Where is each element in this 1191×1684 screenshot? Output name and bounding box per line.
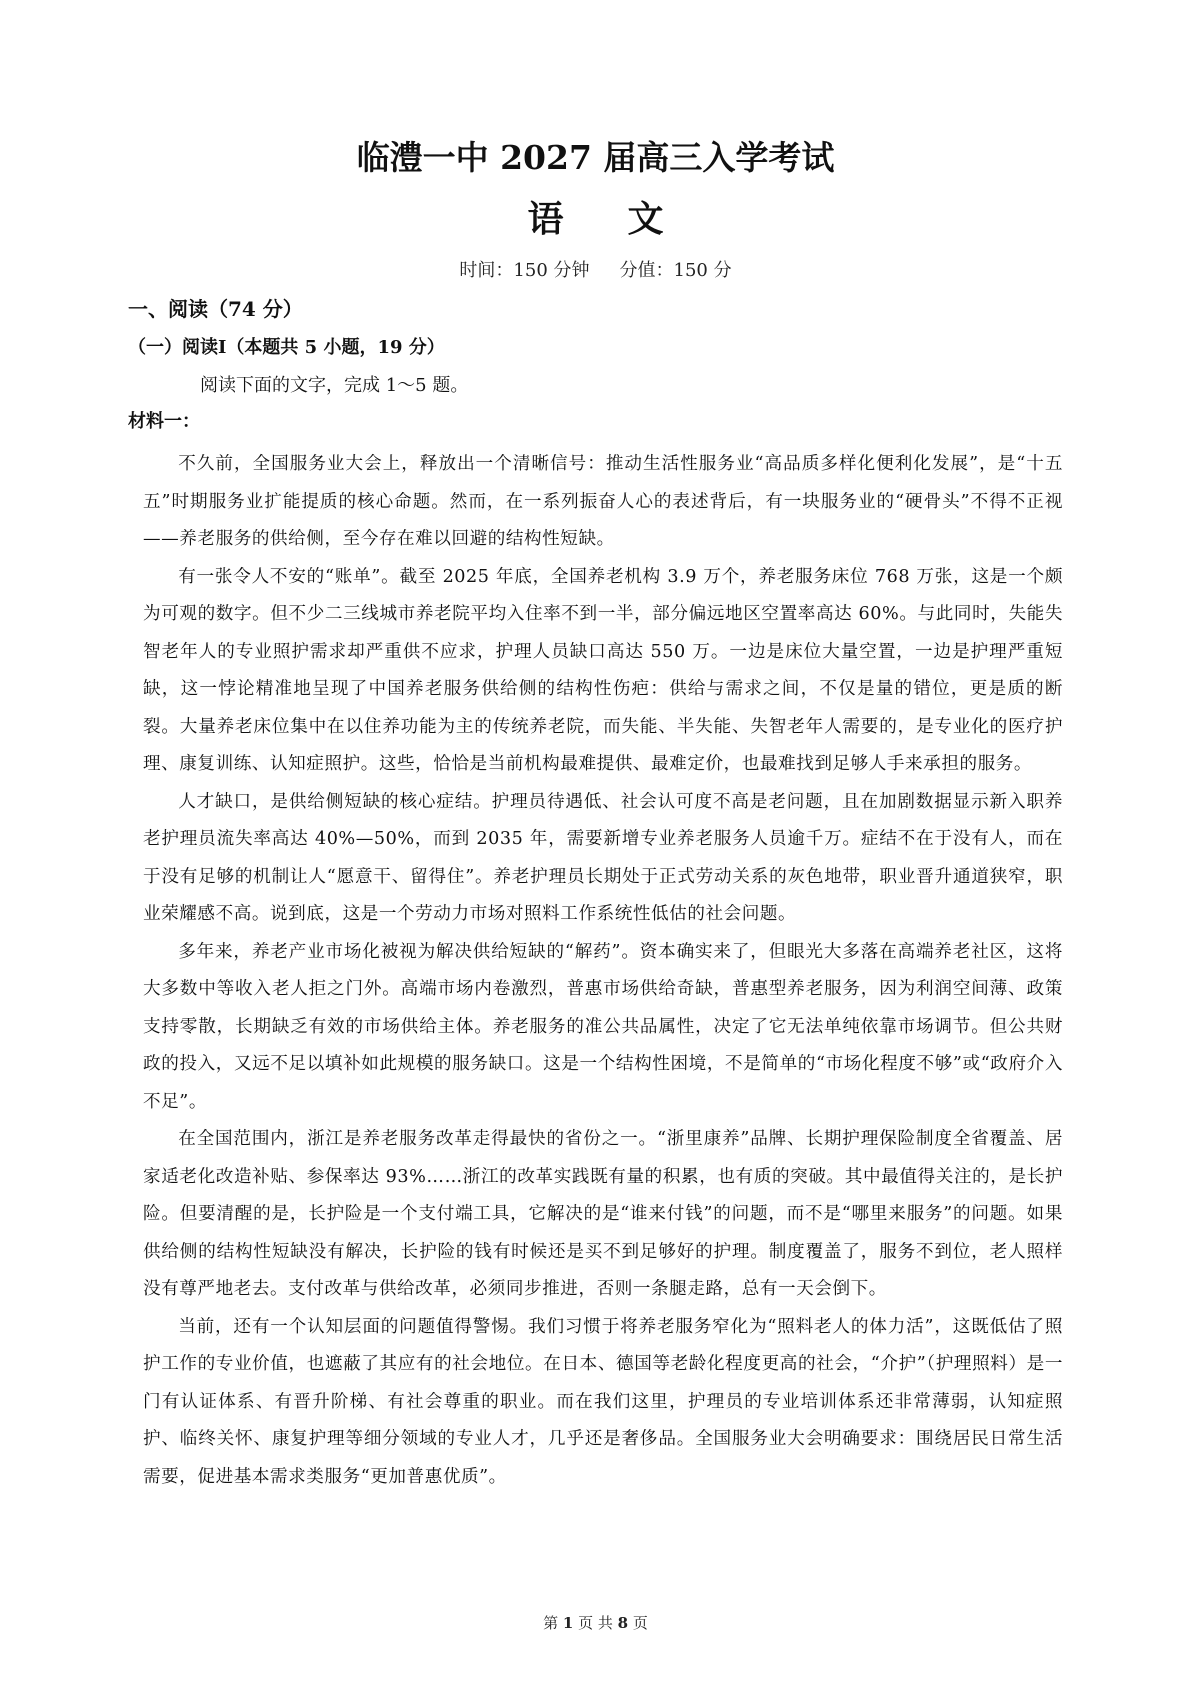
passage-paragraph: 人才缺口，是供给侧短缺的核心症结。护理员待遇低、社会认可度不高是老问题，且在加剧数据显示新入职养老护理员流失率高达 40%—50%，而到 2035 年，需要新增专业养老服务人员逾千万。症结不在于没有人，而在于没有足够的机制让人“愿意干、留得住”。养老护理员长期处于正式劳动关系的灰色地带，职业晋升通道狭窄，职业荣耀感不高。说到底，这是一个劳动力市场对照料工作系统性低估的社会问题。 [143,791,1063,924]
exam-meta [0,258,1191,284]
instruction-text: 阅读下面的文字，完成 1～5 题。 [200,375,469,396]
page-number: 1 [562,1614,574,1632]
exam-title: 临澧一中 2027 届高三入学考试 [356,138,835,177]
passage-paragraph: 多年来，养老产业市场化被视为解决供给短缺的“解药”。资本确实来了，但眼光大多落在高端养老社区，这将大多数中等收入老人拒之门外。高端市场内卷激烈，普惠市场供给奇缺，普惠型养老服务，因为利润空间薄、政策支持零散，长期缺乏有效的市场供给主体。养老服务的准公共品属性，决定了它无法单纯依靠市场调节。但公共财政的投入，又远不足以填补如此规模的服务缺口。这是一个结构性困境，不是简单的“市场化程度不够”或“政府介入不足”。 [143,941,1063,1112]
score-label: 分值：150 分 [619,260,732,281]
page-total: 8 [617,1614,629,1632]
footer-prefix: 第 [543,1614,559,1632]
footer-suffix: 页 [632,1614,648,1632]
time-label: 时间：150 分钟 [459,260,590,281]
section-subheading: （一）阅读Ⅰ（本题共 5 小题，19 分） [128,337,445,358]
passage-paragraph: 不久前，全国服务业大会上，释放出一个清晰信号：推动生活性服务业“高品质多样化便利化发展”，是“十五五”时期服务业扩能提质的核心命题。然而，在一系列振奋人心的表述背后，有一块服务业的“硬骨头”不得不正视——养老服务的供给侧，至今存在难以回避的结构性短缺。 [143,454,1063,549]
subject-title [0,196,1191,242]
passage-paragraph: 有一张令人不安的“账单”。截至 2025 年底，全国养老机构 3.9 万个，养老服务床位 768 万张，这是一个颇为可观的数字。但不少二三线城市养老院平均入住率不到一半，部分偏远地区空置率高达 60%。与此同时，失能失智老年人的专业照护需求却严重供不应求，护理人员缺口高达 550 万。一边是床位大量空置，一边是护理严重短缺，这一悖论精准地呈现了中国养老服务供给侧的结构性伤疤：供给与需求之间，不仅是量的错位，更是质的断裂。大量养老床位集中在以住养功能为主的传统养老院，而失能、半失能、失智老年人需要的，是专业化的医疗护理、康复训练、认知症照护。这些，恰恰是当前机构最难提供、最难定价，也最难找到足够人手来承担的服务。 [143,566,1063,774]
material-label: 材料一： [128,411,200,432]
passage-paragraph: 当前，还有一个认知层面的问题值得警惕。我们习惯于将养老服务窄化为“照料老人的体力活”，这既低估了照护工作的专业价值，也遮蔽了其应有的社会地位。在日本、德国等老龄化程度更高的社会，“介护”（护理照料）是一门有认证体系、有晋升阶梯、有社会尊重的职业。而在我们这里，护理员的专业培训体系还非常薄弱，认知症照护、临终关怀、康复护理等细分领域的专业人才，几乎还是奢侈品。全国服务业大会明确要求：围绕居民日常生活需要，促进基本需求类服务“更加普惠优质”。 [143,1316,1063,1487]
passage [143,446,1063,1496]
page-footer [0,1612,1191,1634]
subject-char-1: 语 [527,198,564,240]
footer-middle: 页 共 [578,1614,613,1632]
passage-paragraph: 在全国范围内，浙江是养老服务改革走得最快的省份之一。“浙里康养”品牌、长期护理保险制度全省覆盖、居家适老化改造补贴、参保率达 93%……浙江的改革实践既有量的积累，也有质的突破。其中最值得关注的，是长护险。但要清醒的是，长护险是一个支付端工具，它解决的是“谁来付钱”的问题，而不是“哪里来服务”的问题。如果供给侧的结构性短缺没有解决，长护险的钱有时候还是买不到足够好的护理。制度覆盖了，服务不到位，老人照样没有尊严地老去。支付改革与供给改革，必须同步推进，否则一条腿走路，总有一天会倒下。 [143,1129,1063,1299]
section-heading: 一、阅读（74 分） [128,297,303,321]
subject-char-2: 文 [627,198,664,240]
